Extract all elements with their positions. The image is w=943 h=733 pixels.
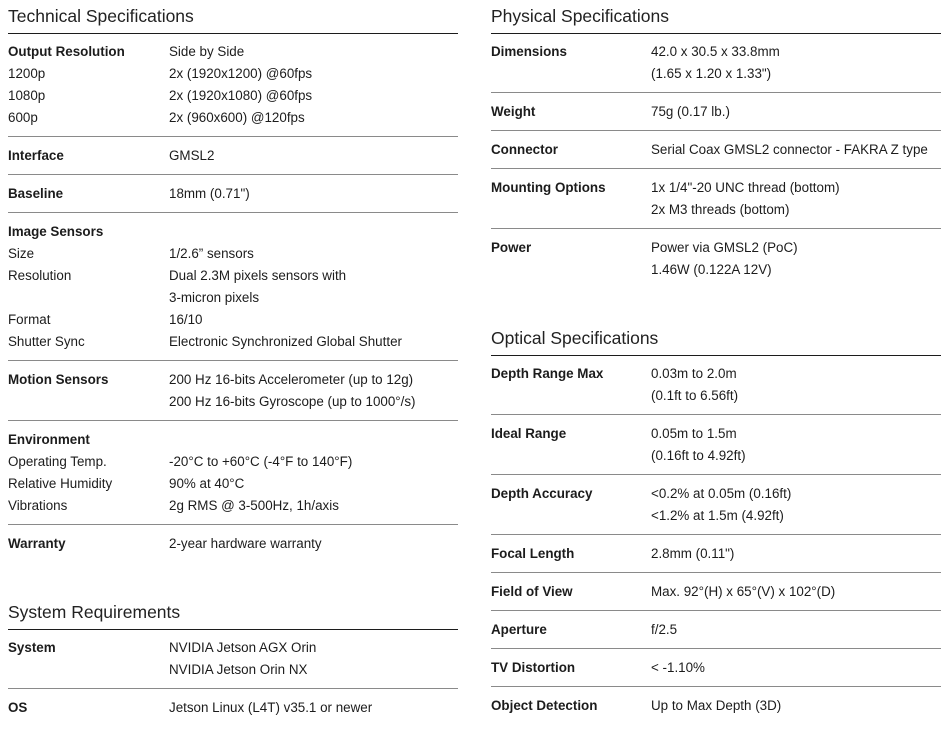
spec-value: 1/2.6” sensors [169, 246, 254, 261]
optical-specifications-section [491, 322, 941, 724]
spec-row [8, 697, 458, 719]
spec-row [491, 363, 941, 385]
spec-row [491, 259, 941, 281]
spec-group [491, 362, 941, 415]
spec-group [8, 144, 458, 175]
spec-label: Baseline [8, 186, 64, 201]
spec-label: 1200p [8, 66, 46, 81]
spec-label: Dimensions [491, 44, 567, 59]
spec-label: Motion Sensors [8, 372, 109, 387]
spec-value: 2x M3 threads (bottom) [651, 202, 790, 217]
spec-value: Power via GMSL2 (PoC) [651, 240, 798, 255]
spec-row [491, 483, 941, 505]
spec-value: Max. 92°(H) x 65°(V) x 102°(D) [651, 584, 836, 599]
spec-label: Connector [491, 142, 558, 157]
spec-value: 2.8mm (0.11") [651, 546, 735, 561]
spec-value: NVIDIA Jetson Orin NX [169, 662, 308, 677]
spec-value: f/2.5 [651, 622, 678, 637]
spec-value [169, 221, 458, 243]
spec-row [491, 41, 941, 63]
spec-row [8, 287, 458, 309]
spec-label: Ideal Range [491, 426, 567, 441]
spec-value: Serial Coax GMSL2 connector - FAKRA Z type [651, 142, 928, 157]
spec-label: Format [8, 312, 51, 327]
right-column [491, 0, 941, 731]
section-title: Technical Specifications [8, 6, 194, 26]
spec-row [8, 107, 458, 129]
spec-group [491, 694, 941, 724]
spec-row [491, 505, 941, 527]
spec-value: 16/10 [169, 312, 203, 327]
spec-label [491, 385, 651, 407]
spec-value: 0.03m to 2.0m [651, 366, 737, 381]
spec-value: Side by Side [169, 44, 245, 59]
spec-group [491, 40, 941, 93]
spec-label: Object Detection [491, 698, 598, 713]
spec-row [491, 177, 941, 199]
spec-row [8, 63, 458, 85]
spec-label [8, 659, 169, 681]
spec-value: 2-year hardware warranty [169, 536, 322, 551]
spec-row [491, 445, 941, 467]
spec-value: Electronic Synchronized Global Shutter [169, 334, 402, 349]
spec-value: Jetson Linux (L4T) v35.1 or newer [169, 700, 373, 715]
spec-value: 1.46W (0.122A 12V) [651, 262, 772, 277]
spec-groups [8, 636, 458, 726]
spec-group [491, 176, 941, 229]
spec-group [8, 636, 458, 689]
section-title: System Requirements [8, 602, 181, 622]
spec-label: Environment [8, 432, 90, 447]
spec-value: (0.1ft to 6.56ft) [651, 388, 739, 403]
spec-label [491, 505, 651, 527]
spec-row [8, 265, 458, 287]
spec-label: Interface [8, 148, 64, 163]
spec-value: < -1.10% [651, 660, 705, 675]
spec-label [491, 259, 651, 281]
spec-value: <0.2% at 0.05m (0.16ft) [651, 486, 792, 501]
system-requirements-section [8, 596, 458, 726]
spec-row [491, 139, 941, 161]
spec-group [491, 422, 941, 475]
spec-value: 2g RMS @ 3-500Hz, 1h/axis [169, 498, 339, 513]
spec-label: System [8, 640, 56, 655]
spec-label [491, 63, 651, 85]
spec-label: Focal Length [491, 546, 575, 561]
spec-row [8, 637, 458, 659]
spec-row [8, 451, 458, 473]
title-rule [8, 33, 458, 34]
spec-row [8, 41, 458, 63]
spec-row [8, 221, 458, 243]
spec-label: Warranty [8, 536, 66, 551]
spec-row [8, 473, 458, 495]
spec-label [8, 287, 169, 309]
spec-value: (0.16ft to 4.92ft) [651, 448, 746, 463]
spec-group [491, 542, 941, 573]
spec-label: Weight [491, 104, 536, 119]
spec-group [8, 182, 458, 213]
spec-value: 42.0 x 30.5 x 33.8mm [651, 44, 780, 59]
spec-groups [8, 40, 458, 562]
spec-row [8, 391, 458, 413]
spec-row [491, 101, 941, 123]
spec-label [491, 445, 651, 467]
spec-value: 75g (0.17 lb.) [651, 104, 730, 119]
spec-group [8, 368, 458, 421]
spec-label: 1080p [8, 88, 46, 103]
spec-group [8, 428, 458, 525]
spec-group [8, 220, 458, 361]
spec-group [8, 40, 458, 137]
spec-value: 2x (960x600) @120fps [169, 110, 305, 125]
spec-row [491, 423, 941, 445]
spec-row [491, 581, 941, 603]
spec-row [8, 533, 458, 555]
spec-group [491, 482, 941, 535]
spec-value: 200 Hz 16-bits Gyroscope (up to 1000°/s) [169, 394, 416, 409]
left-column [8, 0, 458, 733]
spec-label: Operating Temp. [8, 454, 107, 469]
spec-value: Up to Max Depth (3D) [651, 698, 782, 713]
spec-row [8, 331, 458, 353]
spec-row [491, 695, 941, 717]
spec-row [491, 657, 941, 679]
spec-value: Dual 2.3M pixels sensors with [169, 268, 347, 283]
section-title: Optical Specifications [491, 328, 659, 348]
physical-specifications-section [491, 0, 941, 288]
spec-row [491, 63, 941, 85]
spec-label: Shutter Sync [8, 334, 85, 349]
spec-label: Field of View [491, 584, 573, 599]
spec-group [491, 138, 941, 169]
spec-label: TV Distortion [491, 660, 576, 675]
spec-label: Depth Range Max [491, 366, 604, 381]
spec-row [491, 237, 941, 259]
spec-groups [491, 362, 941, 724]
spec-groups [491, 40, 941, 288]
spec-value: 1x 1/4"-20 UNC thread (bottom) [651, 180, 840, 195]
spec-value: 3-micron pixels [169, 290, 260, 305]
title-rule [8, 629, 458, 630]
spec-group [8, 532, 458, 562]
title-rule [491, 33, 941, 34]
spec-label: Aperture [491, 622, 547, 637]
spec-row [8, 369, 458, 391]
spec-label: Mounting Options [491, 180, 606, 195]
spec-group [491, 100, 941, 131]
spec-label: Power [491, 240, 532, 255]
spec-group [491, 580, 941, 611]
spec-label: OS [8, 700, 28, 715]
spec-group [491, 656, 941, 687]
spec-group [8, 696, 458, 726]
spec-row [8, 659, 458, 681]
spec-value: 90% at 40°C [169, 476, 245, 491]
spec-label: Vibrations [8, 498, 68, 513]
spec-label: 600p [8, 110, 38, 125]
technical-specifications-section [8, 0, 458, 562]
spec-value: 18mm (0.71") [169, 186, 250, 201]
spec-value: GMSL2 [169, 148, 215, 163]
spec-value: <1.2% at 1.5m (4.92ft) [651, 508, 784, 523]
spec-label: Image Sensors [8, 224, 104, 239]
spec-row [491, 199, 941, 221]
spec-row [8, 495, 458, 517]
spec-label: Size [8, 246, 35, 261]
spec-value: 200 Hz 16-bits Accelerometer (up to 12g) [169, 372, 414, 387]
spec-value: 2x (1920x1200) @60fps [169, 66, 313, 81]
spec-row [8, 243, 458, 265]
spec-label [491, 199, 651, 221]
spec-value: NVIDIA Jetson AGX Orin [169, 640, 317, 655]
spec-row [8, 309, 458, 331]
spec-row [8, 183, 458, 205]
spec-label [8, 391, 169, 413]
spec-group [491, 236, 941, 288]
spec-value: (1.65 x 1.20 x 1.33") [651, 66, 772, 81]
spec-row [491, 385, 941, 407]
spec-value: 0.05m to 1.5m [651, 426, 737, 441]
spec-value: -20°C to +60°C (-4°F to 140°F) [169, 454, 353, 469]
spec-group [491, 618, 941, 649]
spec-row [8, 85, 458, 107]
spec-value [169, 429, 458, 451]
spec-row [491, 619, 941, 641]
title-rule [491, 355, 941, 356]
spec-row [8, 145, 458, 167]
section-title: Physical Specifications [491, 6, 669, 26]
spec-label: Relative Humidity [8, 476, 113, 491]
spec-row [491, 543, 941, 565]
spec-value: 2x (1920x1080) @60fps [169, 88, 313, 103]
spec-label: Depth Accuracy [491, 486, 593, 501]
spec-row [8, 429, 458, 451]
spec-label: Resolution [8, 268, 72, 283]
spec-label: Output Resolution [8, 44, 125, 59]
